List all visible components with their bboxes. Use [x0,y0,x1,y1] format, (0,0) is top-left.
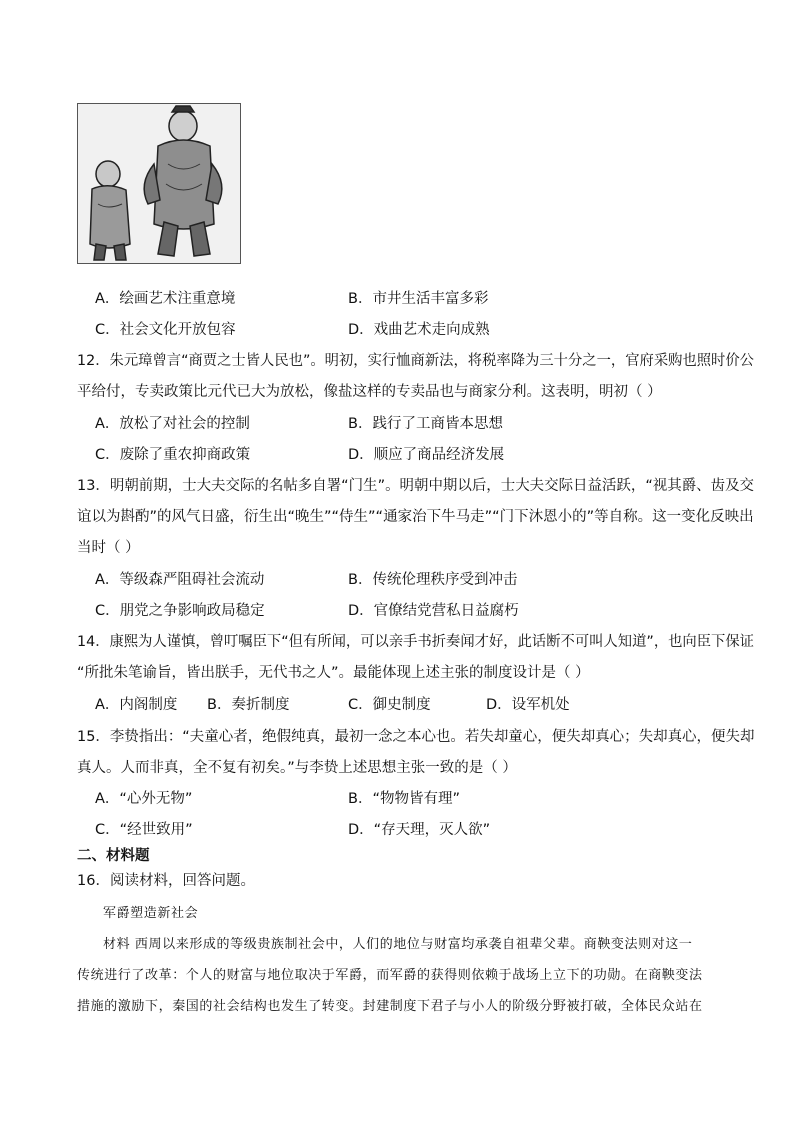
q16-material-title: 军爵塑造新社会 [103,906,199,921]
q11-option-c: C．社会文化开放包容 [95,322,236,338]
q13-option-a: A．等级森严阻碍社会流动 [95,572,265,588]
q12-option-d: D．顺应了商品经济发展 [348,447,505,463]
q13-option-c: C．朋党之争影响政局稳定 [95,603,265,619]
q13-option-b: B．传统伦理秩序受到冲击 [348,572,518,588]
q11-option-d: D．戏曲艺术走向成熟 [348,322,490,338]
q13-option-d: D．官僚结党营私日益腐朽 [348,603,519,619]
q16-material-line-1: 材料 西周以来形成的等级贵族制社会中，人们的地位与财富均承袭自祖辈父辈。商鞅变法则对这一 [103,937,693,952]
q13-stem-line-1: 13．明朝前期，士大夫交际的名帖多自署“门生”。明朝中期以后，士大夫交际日益活跃，“视其爵、齿及交 [77,478,755,494]
q13-stem-line-3: 当时（ ） [77,540,140,556]
q12-stem-line-2: 平给付，专卖政策比元代已大为放松，像盐这样的专卖品也与商家分利。这表明，明初（ ） [77,384,662,400]
q15-stem-line-2: 真人。人而非真，全不复有初矣。”与李贽上述思想主张一致的是（ ） [77,760,517,776]
q16-material-line-3: 措施的激励下，秦国的社会结构也发生了转变。封建制度下君子与小人的阶级分野被打破，全体民众站在 [77,999,703,1014]
q11-option-a: A．绘画艺术注重意境 [95,291,236,307]
q12-stem-line-1: 12．朱元璋曾言“商贾之士皆人民也”。明初，实行恤商新法，将税率降为三十分之一，官府采购也照时价公 [77,353,754,369]
q15-option-d: D．“存天理，灭人欲” [348,822,491,838]
q15-option-b: B．“物物皆有理” [348,791,460,807]
illustration-two-figures [77,103,241,264]
q14-stem-line-1: 14．康熙为人谨慎，曾叮嘱臣下“但有所闻，可以亲手书折奏闻才好，此话断不可叫人知道”，也向臣下保证 [77,634,754,650]
section-heading-material: 二、材料题 [77,848,150,864]
figures-drawing [78,104,241,264]
q14-option-c: C．御史制度 [348,697,431,713]
q11-option-b: B．市井生活丰富多彩 [348,291,489,307]
q16-material-line-2: 传统进行了改革：个人的财富与地位取决于军爵，而军爵的获得则依赖于战场上立下的功勋。在商鞅变法 [77,968,703,983]
q15-stem-line-1: 15．李贽指出：“夫童心者，绝假纯真，最初一念之本心也。若失却童心，便失却真心；失却真心，便失却 [77,729,755,745]
q12-option-b: B．践行了工商皆本思想 [348,416,503,432]
q13-stem-line-2: 谊以为斟酌”的风气日盛，衍生出“晚生”“侍生”“通家治下牛马走”“门下沐恩小的”等自称。这一变化反映出 [77,509,754,525]
q12-option-c: C．废除了重农抑商政策 [95,447,251,463]
q12-option-a: A．放松了对社会的控制 [95,416,250,432]
q14-option-b: B．奏折制度 [207,697,290,713]
q14-stem-line-2: “所批朱笔谕旨，皆出朕手，无代书之人”。最能体现上述主张的制度设计是（ ） [77,665,590,681]
q15-option-c: C．“经世致用” [95,822,193,838]
q14-option-d: D．设军机处 [486,697,570,713]
q16-intro: 16．阅读材料，回答问题。 [77,873,255,889]
q15-option-a: A．“心外无物” [95,791,193,807]
q14-option-a: A．内阁制度 [95,697,178,713]
